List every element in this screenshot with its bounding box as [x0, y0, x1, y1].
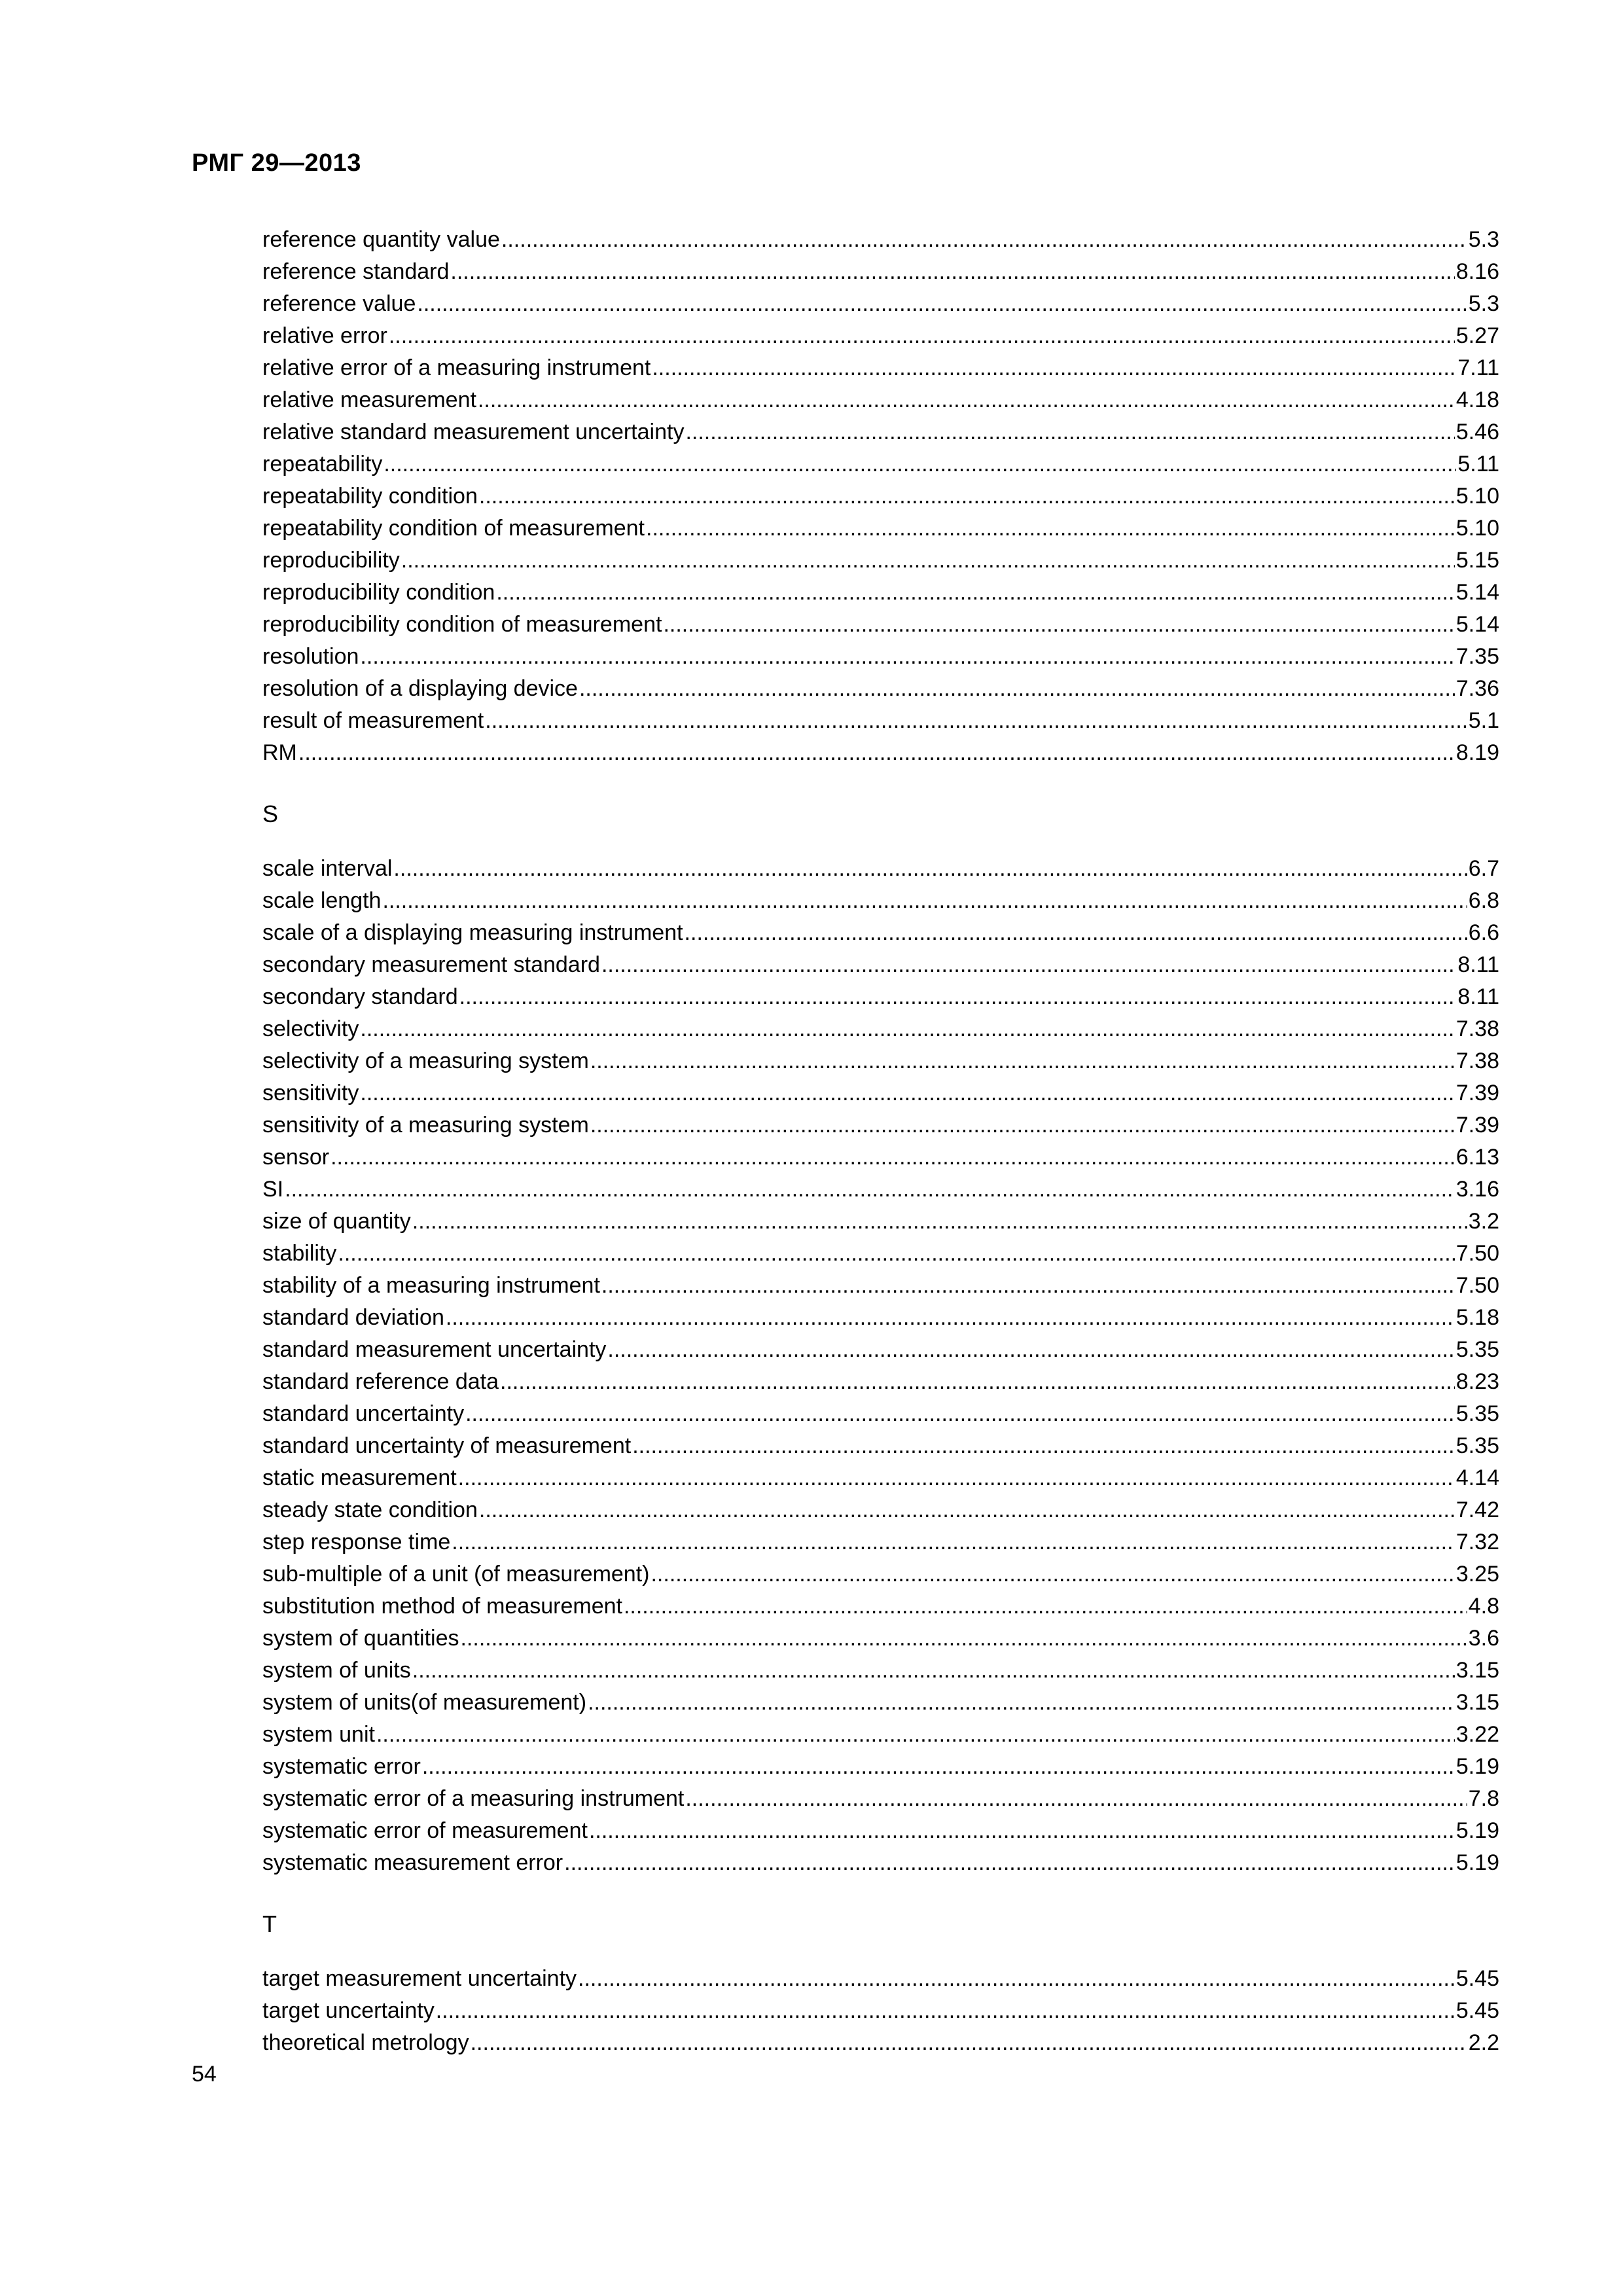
index-reference: 7.39 — [1455, 1113, 1499, 1138]
index-term: system of units — [262, 1658, 411, 1683]
index-reference: 4.18 — [1455, 387, 1499, 412]
index-entry — [262, 1590, 1499, 1623]
index-reference: 8.19 — [1455, 740, 1499, 765]
index-entry — [262, 1995, 1499, 2027]
index-entry — [262, 256, 1499, 288]
index-section — [262, 853, 1499, 1879]
index-term: resolution — [262, 644, 359, 669]
dot-leader — [485, 705, 1467, 737]
index-reference: 3.25 — [1455, 1562, 1499, 1587]
index-term: sensor — [262, 1145, 330, 1170]
document-header: РМГ 29—2013 — [192, 149, 361, 177]
index-term: sub-multiple of a unit (of measurement) — [262, 1562, 650, 1587]
index-reference: 4.14 — [1455, 1465, 1499, 1490]
index-term: relative error — [262, 323, 387, 348]
index-entry — [262, 1526, 1499, 1558]
index-term: reproducibility condition — [262, 580, 495, 605]
index-entry — [262, 1334, 1499, 1366]
index-reference: 7.38 — [1455, 1016, 1499, 1041]
dot-leader — [465, 1398, 1455, 1430]
dot-leader — [422, 1751, 1455, 1783]
index-term: reproducibility condition of measurement — [262, 612, 662, 637]
index-entry — [262, 609, 1499, 641]
dot-leader — [446, 1302, 1455, 1334]
index-entry — [262, 917, 1499, 949]
index-entry — [262, 1302, 1499, 1334]
index-entry — [262, 1751, 1499, 1783]
index-reference: 8.11 — [1457, 984, 1499, 1009]
index-section — [262, 1963, 1499, 2059]
section-letter-s: S — [262, 800, 279, 827]
index-term: systematic error of a measuring instrument — [262, 1786, 685, 1811]
index-entry — [262, 1141, 1499, 1174]
index-term: systematic error of measurement — [262, 1818, 588, 1843]
section-letter-t: T — [262, 1910, 277, 1937]
index-entry — [262, 673, 1499, 705]
index-entry — [262, 1238, 1499, 1270]
dot-leader — [360, 1077, 1454, 1109]
dot-leader — [501, 224, 1467, 256]
index-entry — [262, 2027, 1499, 2059]
dot-leader — [496, 577, 1455, 609]
index-term: scale interval — [262, 856, 393, 881]
index-entry — [262, 1174, 1499, 1206]
index-entry — [262, 737, 1499, 769]
dot-leader — [383, 448, 1456, 480]
index-term: static measurement — [262, 1465, 457, 1490]
index-term: repeatability — [262, 452, 383, 476]
index-term: standard measurement uncertainty — [262, 1337, 607, 1362]
dot-leader — [685, 1783, 1467, 1815]
index-reference: 7.35 — [1455, 644, 1499, 669]
dot-leader — [330, 1141, 1455, 1174]
index-entry — [262, 448, 1499, 480]
index-reference: 5.10 — [1455, 484, 1499, 509]
index-term: systematic measurement error — [262, 1850, 563, 1875]
dot-leader — [479, 480, 1455, 512]
dot-leader — [412, 1655, 1455, 1687]
index-term: reproducibility — [262, 548, 400, 573]
index-term: stability of a measuring instrument — [262, 1273, 600, 1298]
index-term: system unit — [262, 1722, 375, 1747]
dot-leader — [601, 949, 1456, 981]
dot-leader — [651, 1558, 1454, 1590]
index-term: target measurement uncertainty — [262, 1966, 577, 1991]
index-reference: 3.6 — [1468, 1626, 1499, 1651]
index-reference: 7.38 — [1455, 1049, 1499, 1073]
index-reference: 7.36 — [1455, 676, 1499, 701]
index-term: reference standard — [262, 259, 450, 284]
dot-leader — [646, 512, 1455, 545]
index-reference: 5.19 — [1455, 1850, 1499, 1875]
dot-leader — [376, 1719, 1455, 1751]
index-entry — [262, 224, 1499, 256]
index-reference: 5.45 — [1455, 1966, 1499, 1991]
index-entry — [262, 288, 1499, 320]
index-reference: 4.8 — [1468, 1594, 1499, 1619]
index-reference: 7.50 — [1455, 1241, 1499, 1266]
dot-leader — [624, 1590, 1467, 1623]
index-entry — [262, 384, 1499, 416]
index-term: resolution of a displaying device — [262, 676, 578, 701]
index-term: scale length — [262, 888, 382, 913]
index-reference: 8.16 — [1455, 259, 1499, 284]
index-section — [262, 224, 1499, 769]
index-reference: 5.35 — [1455, 1433, 1499, 1458]
index-term: reference value — [262, 291, 416, 316]
index-reference: 3.16 — [1455, 1177, 1499, 1202]
index-reference: 3.22 — [1455, 1722, 1499, 1747]
index-reference: 5.27 — [1455, 323, 1499, 348]
index-entry — [262, 480, 1499, 512]
dot-leader — [389, 320, 1455, 352]
dot-leader — [360, 641, 1454, 673]
index-reference: 5.14 — [1455, 612, 1499, 637]
index-entry — [262, 1719, 1499, 1751]
index-entry — [262, 641, 1499, 673]
index-term: reference quantity value — [262, 227, 500, 252]
index-entry — [262, 1109, 1499, 1141]
index-term: repeatability condition — [262, 484, 478, 509]
dot-leader — [685, 416, 1454, 448]
dot-leader — [579, 673, 1455, 705]
index-term: standard uncertainty — [262, 1401, 465, 1426]
index-reference: 5.35 — [1455, 1337, 1499, 1362]
page-number: 54 — [192, 2062, 217, 2087]
index-entry — [262, 512, 1499, 545]
index-term: result of measurement — [262, 708, 484, 733]
index-entry — [262, 705, 1499, 737]
index-term: sensitivity — [262, 1081, 359, 1105]
index-reference: 8.23 — [1455, 1369, 1499, 1394]
index-entry — [262, 1045, 1499, 1077]
dot-leader — [588, 1687, 1455, 1719]
index-reference: 6.7 — [1468, 856, 1499, 881]
index-term: theoretical metrology — [262, 2030, 469, 2055]
index-reference: 5.14 — [1455, 580, 1499, 605]
index-entry — [262, 949, 1499, 981]
index-reference: 5.3 — [1468, 291, 1499, 316]
index-entry — [262, 1430, 1499, 1462]
index-entry — [262, 1815, 1499, 1847]
dot-leader — [401, 545, 1455, 577]
index-term: relative measurement — [262, 387, 476, 412]
index-term: target uncertainty — [262, 1998, 435, 2023]
index-term: sensitivity of a measuring system — [262, 1113, 589, 1138]
dot-leader — [285, 1174, 1455, 1206]
index-reference: 7.50 — [1455, 1273, 1499, 1298]
dot-leader — [459, 981, 1457, 1013]
index-term: step response time — [262, 1530, 451, 1554]
index-entry — [262, 981, 1499, 1013]
index-reference: 5.15 — [1455, 548, 1499, 573]
index-term: standard reference data — [262, 1369, 499, 1394]
index-term: selectivity of a measuring system — [262, 1049, 589, 1073]
index-reference: 5.3 — [1468, 227, 1499, 252]
index-reference: 5.35 — [1455, 1401, 1499, 1426]
dot-leader — [663, 609, 1454, 641]
index-term: size of quantity — [262, 1209, 411, 1234]
index-term: selectivity — [262, 1016, 359, 1041]
dot-leader — [590, 1109, 1455, 1141]
dot-leader — [458, 1462, 1455, 1494]
dot-leader — [589, 1815, 1455, 1847]
dot-leader — [578, 1963, 1455, 1995]
index-reference: 3.15 — [1455, 1658, 1499, 1683]
index-reference: 5.11 — [1457, 452, 1499, 476]
dot-leader — [652, 352, 1456, 384]
dot-leader — [417, 288, 1467, 320]
index-term: standard uncertainty of measurement — [262, 1433, 632, 1458]
index-term: stability — [262, 1241, 337, 1266]
index-entry — [262, 1963, 1499, 1995]
index-reference: 5.19 — [1455, 1818, 1499, 1843]
index-reference: 6.13 — [1455, 1145, 1499, 1170]
index-entry — [262, 1462, 1499, 1494]
index-term: system of quantities — [262, 1626, 459, 1651]
index-reference: 3.2 — [1468, 1209, 1499, 1234]
index-reference: 6.8 — [1468, 888, 1499, 913]
index-entry — [262, 1783, 1499, 1815]
index-reference: 7.42 — [1455, 1498, 1499, 1522]
index-term: scale of a displaying measuring instrument — [262, 920, 683, 945]
index-reference: 7.11 — [1457, 355, 1499, 380]
index-entry — [262, 416, 1499, 448]
index-reference: 6.6 — [1468, 920, 1499, 945]
index-reference: 5.45 — [1455, 1998, 1499, 2023]
index-entry — [262, 577, 1499, 609]
dot-leader — [590, 1045, 1455, 1077]
index-entry — [262, 545, 1499, 577]
dot-leader — [564, 1847, 1455, 1879]
index-reference: 7.39 — [1455, 1081, 1499, 1105]
dot-leader — [450, 256, 1454, 288]
index-reference: 8.11 — [1457, 952, 1499, 977]
dot-leader — [471, 2027, 1467, 2059]
dot-leader — [500, 1366, 1455, 1398]
index-reference: 7.32 — [1455, 1530, 1499, 1554]
index-reference: 3.15 — [1455, 1690, 1499, 1715]
index-entry — [262, 853, 1499, 885]
dot-leader — [632, 1430, 1455, 1462]
index-reference: 7.8 — [1468, 1786, 1499, 1811]
index-term: SI — [262, 1177, 284, 1202]
dot-leader — [452, 1526, 1455, 1558]
index-term: relative standard measurement uncertainty — [262, 420, 685, 444]
index-entry — [262, 1206, 1499, 1238]
dot-leader — [412, 1206, 1467, 1238]
dot-leader — [360, 1013, 1454, 1045]
dot-leader — [685, 917, 1467, 949]
index-term: steady state condition — [262, 1498, 478, 1522]
dot-leader — [460, 1623, 1467, 1655]
index-reference: 2.2 — [1468, 2030, 1499, 2055]
index-term: standard deviation — [262, 1305, 444, 1330]
dot-leader — [393, 853, 1467, 885]
index-entry — [262, 1558, 1499, 1590]
index-reference: 5.46 — [1455, 420, 1499, 444]
index-term: RM — [262, 740, 297, 765]
index-entry — [262, 1270, 1499, 1302]
index-entry — [262, 1623, 1499, 1655]
index-entry — [262, 1013, 1499, 1045]
index-term: repeatability condition of measurement — [262, 516, 645, 541]
dot-leader — [607, 1334, 1454, 1366]
index-entry — [262, 885, 1499, 917]
index-entry — [262, 352, 1499, 384]
index-reference: 5.18 — [1455, 1305, 1499, 1330]
dot-leader — [601, 1270, 1455, 1302]
dot-leader — [382, 885, 1467, 917]
index-entry — [262, 1366, 1499, 1398]
index-reference: 5.1 — [1468, 708, 1499, 733]
dot-leader — [436, 1995, 1455, 2027]
index-reference: 5.19 — [1455, 1754, 1499, 1779]
dot-leader — [479, 1494, 1455, 1526]
index-term: relative error of a measuring instrument — [262, 355, 651, 380]
index-entry — [262, 1494, 1499, 1526]
dot-leader — [298, 737, 1455, 769]
index-entry — [262, 1655, 1499, 1687]
index-term: system of units(of measurement) — [262, 1690, 587, 1715]
index-term: substitution method of measurement — [262, 1594, 622, 1619]
index-entry — [262, 1077, 1499, 1109]
index-entry — [262, 1847, 1499, 1879]
index-entry — [262, 1398, 1499, 1430]
index-term: systematic error — [262, 1754, 421, 1779]
index-entry — [262, 320, 1499, 352]
dot-leader — [338, 1238, 1454, 1270]
index-entry — [262, 1687, 1499, 1719]
index-reference: 5.10 — [1455, 516, 1499, 541]
dot-leader — [478, 384, 1455, 416]
index-term: secondary measurement standard — [262, 952, 600, 977]
index-term: secondary standard — [262, 984, 458, 1009]
